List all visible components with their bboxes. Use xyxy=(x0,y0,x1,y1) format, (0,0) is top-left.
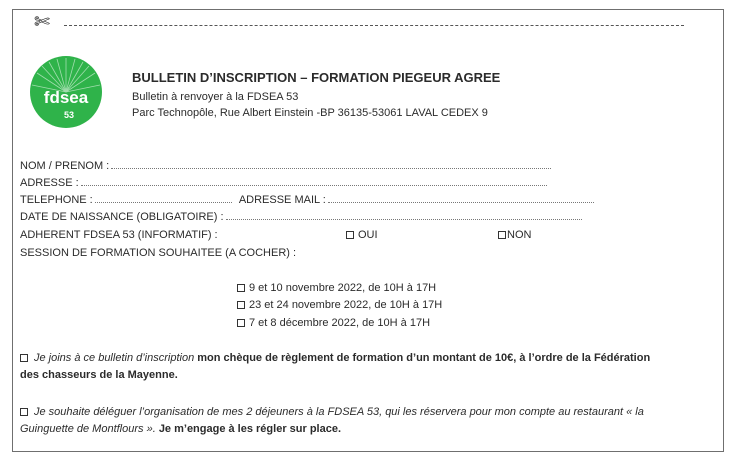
oui-label: OUI xyxy=(358,229,378,241)
session-2-label: 23 et 24 novembre 2022, de 10H à 17H xyxy=(249,299,443,311)
adherent-label: ADHERENT FDSEA 53 (INFORMATIF) : xyxy=(20,229,218,241)
session-option-2[interactable] xyxy=(237,299,442,311)
cheque-bold-text: mon chèque de règlement de formation d’un montant de 10€, à l’ordre de la Fédération des chasseurs de la Mayenne. xyxy=(20,352,651,381)
dejeuner-italic-text: Je souhaite déléguer l’organisation de mes 2 déjeuners à la FDSEA 53, qui les réservera pour mon compte au restaurant « la Guinguette de Montflours ». xyxy=(20,406,644,435)
session-3-checkbox[interactable] xyxy=(237,319,245,327)
dejeuner-statement xyxy=(20,404,660,438)
dejeuner-checkbox[interactable] xyxy=(20,408,28,416)
session-option-1[interactable] xyxy=(237,282,436,294)
telephone-label: TELEPHONE : xyxy=(20,194,93,206)
adherent-oui-option[interactable] xyxy=(346,229,378,241)
cut-line xyxy=(34,12,684,33)
telephone-line[interactable] xyxy=(95,194,232,203)
session-1-label: 9 et 10 novembre 2022, de 10H à 17H xyxy=(249,282,437,294)
date-naissance-line[interactable] xyxy=(226,211,582,220)
session-3-label: 7 et 8 décembre 2022, de 10H à 17H xyxy=(249,317,431,329)
nom-prenom-line[interactable] xyxy=(111,160,551,169)
subtitle-address: Parc Technopôle, Rue Albert Einstein -BP 36135-53061 LAVAL CEDEX 9 xyxy=(132,107,488,119)
session-2-checkbox[interactable] xyxy=(237,301,245,309)
cheque-statement xyxy=(20,350,660,384)
cheque-checkbox[interactable] xyxy=(20,354,28,362)
non-checkbox[interactable] xyxy=(498,231,506,239)
scissors-icon: ✄ xyxy=(34,12,50,33)
logo-number: 53 xyxy=(63,110,75,120)
adresse-label: ADRESSE : xyxy=(20,177,79,189)
adresse-mail-label: ADRESSE MAIL : xyxy=(238,194,326,206)
session-label: SESSION DE FORMATION SOUHAITEE (A COCHER) : xyxy=(20,247,297,259)
nom-prenom-label: NOM / PRENOM : xyxy=(20,160,110,172)
form-title: BULLETIN D’INSCRIPTION – FORMATION PIEGEUR AGREE xyxy=(132,70,501,85)
date-naissance-row xyxy=(20,211,582,223)
logo-text: fdsea xyxy=(43,88,89,107)
non-label: NON xyxy=(507,229,532,241)
adresse-row xyxy=(20,177,547,189)
cheque-italic-text: Je joins à ce bulletin d’inscription xyxy=(34,352,195,364)
subtitle-send-to: Bulletin à renvoyer à la FDSEA 53 xyxy=(132,91,299,103)
session-option-3[interactable] xyxy=(237,317,430,329)
adresse-line[interactable] xyxy=(81,177,547,186)
fdsea-logo xyxy=(29,55,103,129)
dejeuner-bold-text: Je m’engage à les régler sur place. xyxy=(158,423,342,435)
session-1-checkbox[interactable] xyxy=(237,284,245,292)
telephone-row xyxy=(20,194,594,206)
dashed-cut-line xyxy=(64,25,684,26)
oui-checkbox[interactable] xyxy=(346,231,354,239)
date-naissance-label: DATE DE NAISSANCE (OBLIGATOIRE) : xyxy=(20,211,224,223)
nom-prenom-row xyxy=(20,160,551,172)
adherent-non-option[interactable] xyxy=(498,229,531,241)
adresse-mail-line[interactable] xyxy=(328,194,594,203)
